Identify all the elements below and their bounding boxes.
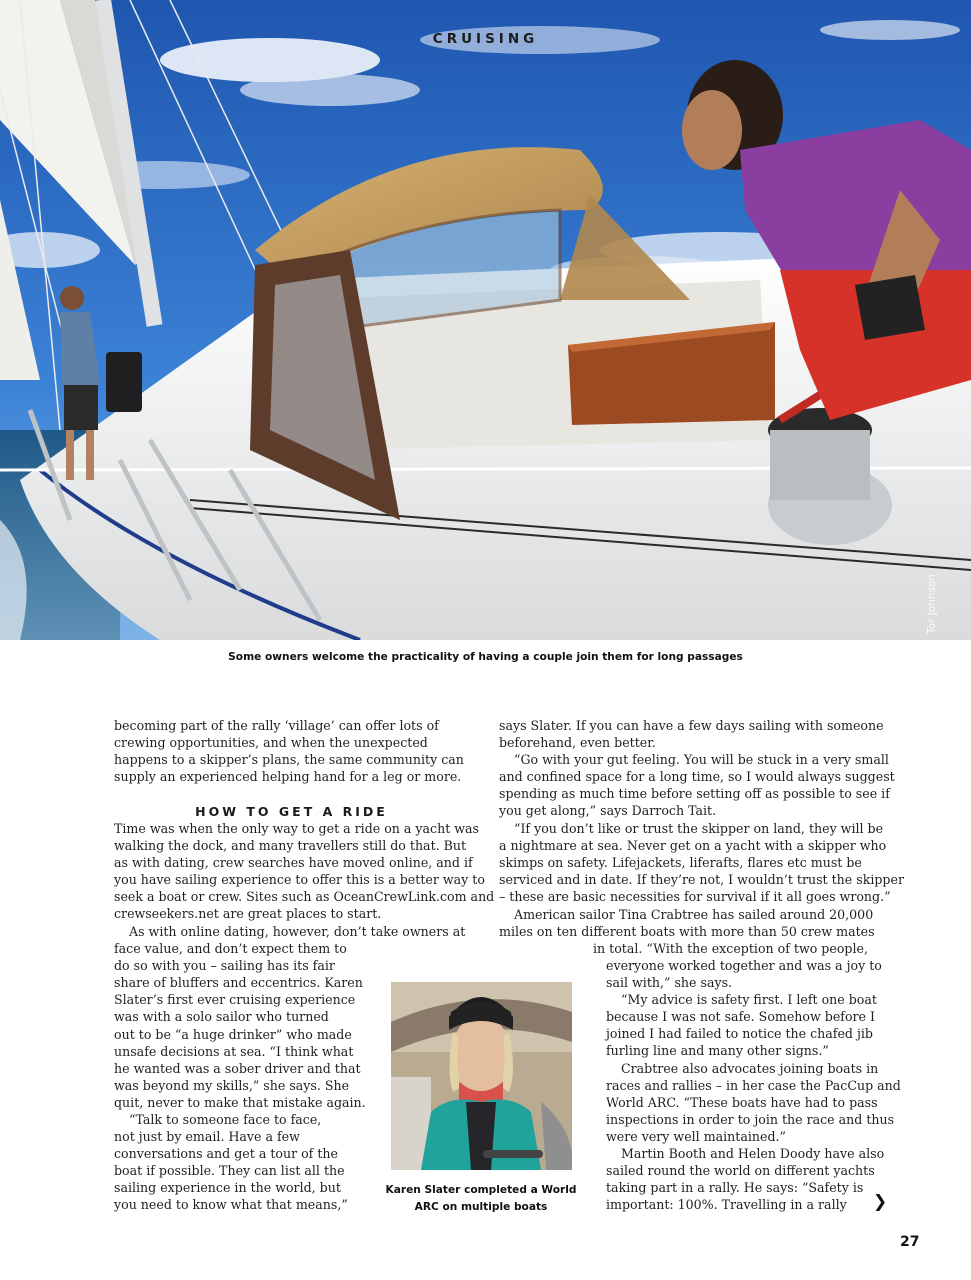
text-line: do so with you – sailing has its fair (114, 958, 335, 974)
text-line: you have sailing experience to offer this is a better way to (114, 872, 485, 888)
text-line: joined I had failed to notice the chafed jib (606, 1026, 873, 1042)
text-line: inspections in order to join the race and thus (606, 1112, 895, 1128)
text-line: furling line and many other signs.” (606, 1043, 829, 1059)
section-label: CRUISING (432, 31, 539, 47)
text-line: quit, never to make that mistake again. (114, 1094, 366, 1110)
subheading: HOW TO GET A RIDE (195, 804, 388, 819)
body-paragraph-wrapped (593, 940, 868, 957)
text-line: a nightmare at sea. Never get on a yacht with a skipper who (499, 838, 887, 854)
text-line: skimps on safety. Lifejackets, liferafts, flares etc must be (499, 855, 862, 871)
body-paragraph-wrapped (606, 957, 882, 991)
text-line: races and rallies – in her case the PacCup and (606, 1078, 901, 1094)
text-line: World ARC. “These boats have had to pass (606, 1095, 878, 1111)
text-line: out to be “a huge drinker” who made (114, 1026, 352, 1042)
text-line: serviced and in date. If they’re not, I wouldn’t trust the skipper (499, 872, 904, 888)
body-paragraph (499, 751, 895, 819)
text-line: were very well maintained.” (606, 1129, 786, 1145)
hero-caption: Some owners welcome the practicality of having a couple join them for long passages (228, 651, 743, 663)
text-line: conversations and get a tour of the (114, 1146, 338, 1162)
page-number: 27 (900, 1234, 920, 1250)
text-line: walking the dock, and many travellers still do that. But (114, 838, 467, 854)
text-line: sail with,” she says. (606, 975, 733, 991)
text-line: Time was when the only way to get a ride on a yacht was (114, 821, 480, 836)
text-line: says Slater. If you can have a few days sailing with someone (499, 718, 884, 733)
continue-arrow-icon: ❯ (873, 1192, 888, 1212)
text-line: Slater’s first ever cruising experience (114, 992, 356, 1008)
body-paragraph (606, 1060, 901, 1145)
inset-caption (384, 1182, 578, 1216)
text-line: American sailor Tina Crabtree has sailed around 20,000 (514, 907, 874, 922)
text-line: you need to know what that means,” (114, 1197, 348, 1213)
body-paragraph (606, 1145, 884, 1213)
caption-line: Karen Slater completed a World (385, 1184, 577, 1196)
text-line: everyone worked together and was a joy to (606, 958, 882, 973)
text-line: in total. “With the exception of two people, (593, 941, 868, 956)
text-line: Crabtree also advocates joining boats in (621, 1061, 879, 1076)
text-line: Martin Booth and Helen Doody have also (621, 1146, 885, 1161)
text-line: not just by email. Have a few (114, 1129, 300, 1145)
text-line: happens to a skipper’s plans, the same community can (114, 752, 464, 768)
text-line: crewing opportunities, and when the unexpected (114, 735, 428, 751)
text-line: “Go with your gut feeling. You will be stuck in a very small (514, 752, 889, 767)
text-line: taking part in a rally. He says: “Safety is (606, 1180, 864, 1196)
text-line: important: 100%. Travelling in a rally (606, 1197, 847, 1213)
body-paragraph (499, 820, 904, 905)
intro-paragraph (114, 717, 464, 785)
text-line: “My advice is safety first. I left one boat (621, 992, 877, 1007)
text-line: boat if possible. They can list all the (114, 1163, 345, 1179)
text-line: becoming part of the rally ‘village’ can offer lots of (114, 718, 439, 733)
caption-line: ARC on multiple boats (414, 1201, 548, 1213)
text-line: was with a solo sailor who turned (114, 1009, 329, 1025)
text-line: As with online dating, however, don’t take owners at (129, 924, 466, 939)
text-line: supply an experienced helping hand for a leg or more. (114, 769, 462, 785)
text-line: and confined space for a long time, so I would always suggest (499, 769, 895, 785)
text-line: sailed round the world on different yachts (606, 1163, 875, 1179)
text-line: “Talk to someone face to face, (129, 1112, 322, 1127)
photo-credit: Tor Johnson (926, 573, 938, 634)
text-line: he wanted was a sober driver and that (114, 1060, 361, 1076)
text-line: – these are basic necessities for survival if it all goes wrong.” (499, 889, 891, 905)
text-line: miles on ten different boats with more than 50 crew mates (499, 924, 875, 940)
body-paragraph (499, 717, 884, 751)
text-line: seek a boat or crew. Sites such as OceanCrewLink.com and (114, 889, 495, 905)
text-line: face value, and don’t expect them to (114, 941, 347, 957)
body-paragraph (114, 820, 494, 923)
body-paragraph (606, 991, 877, 1059)
text-line: because I was not safe. Somehow before I (606, 1009, 875, 1025)
text-line: was beyond my skills,” she says. She (114, 1077, 350, 1093)
body-paragraph (499, 906, 875, 940)
text-line: sailing experience in the world, but (114, 1180, 341, 1196)
text-line: share of bluffers and eccentrics. Karen (114, 975, 363, 991)
body-paragraph (114, 1111, 348, 1214)
text-line: spending as much time before setting off as possible to see if (499, 786, 890, 802)
text-line: “If you don’t like or trust the skipper on land, they will be (514, 821, 884, 836)
portrait-karen-slater (391, 982, 572, 1170)
inset-photo (391, 982, 572, 1170)
text-line: unsafe decisions at sea. “I think what (114, 1043, 354, 1059)
text-line: beforehand, even better. (499, 735, 656, 751)
text-line: crewseekers.net are great places to start. (114, 906, 382, 922)
text-line: you get along,” says Darroch Tait. (499, 803, 717, 819)
text-line: as with dating, crew searches have moved online, and if (114, 855, 473, 871)
